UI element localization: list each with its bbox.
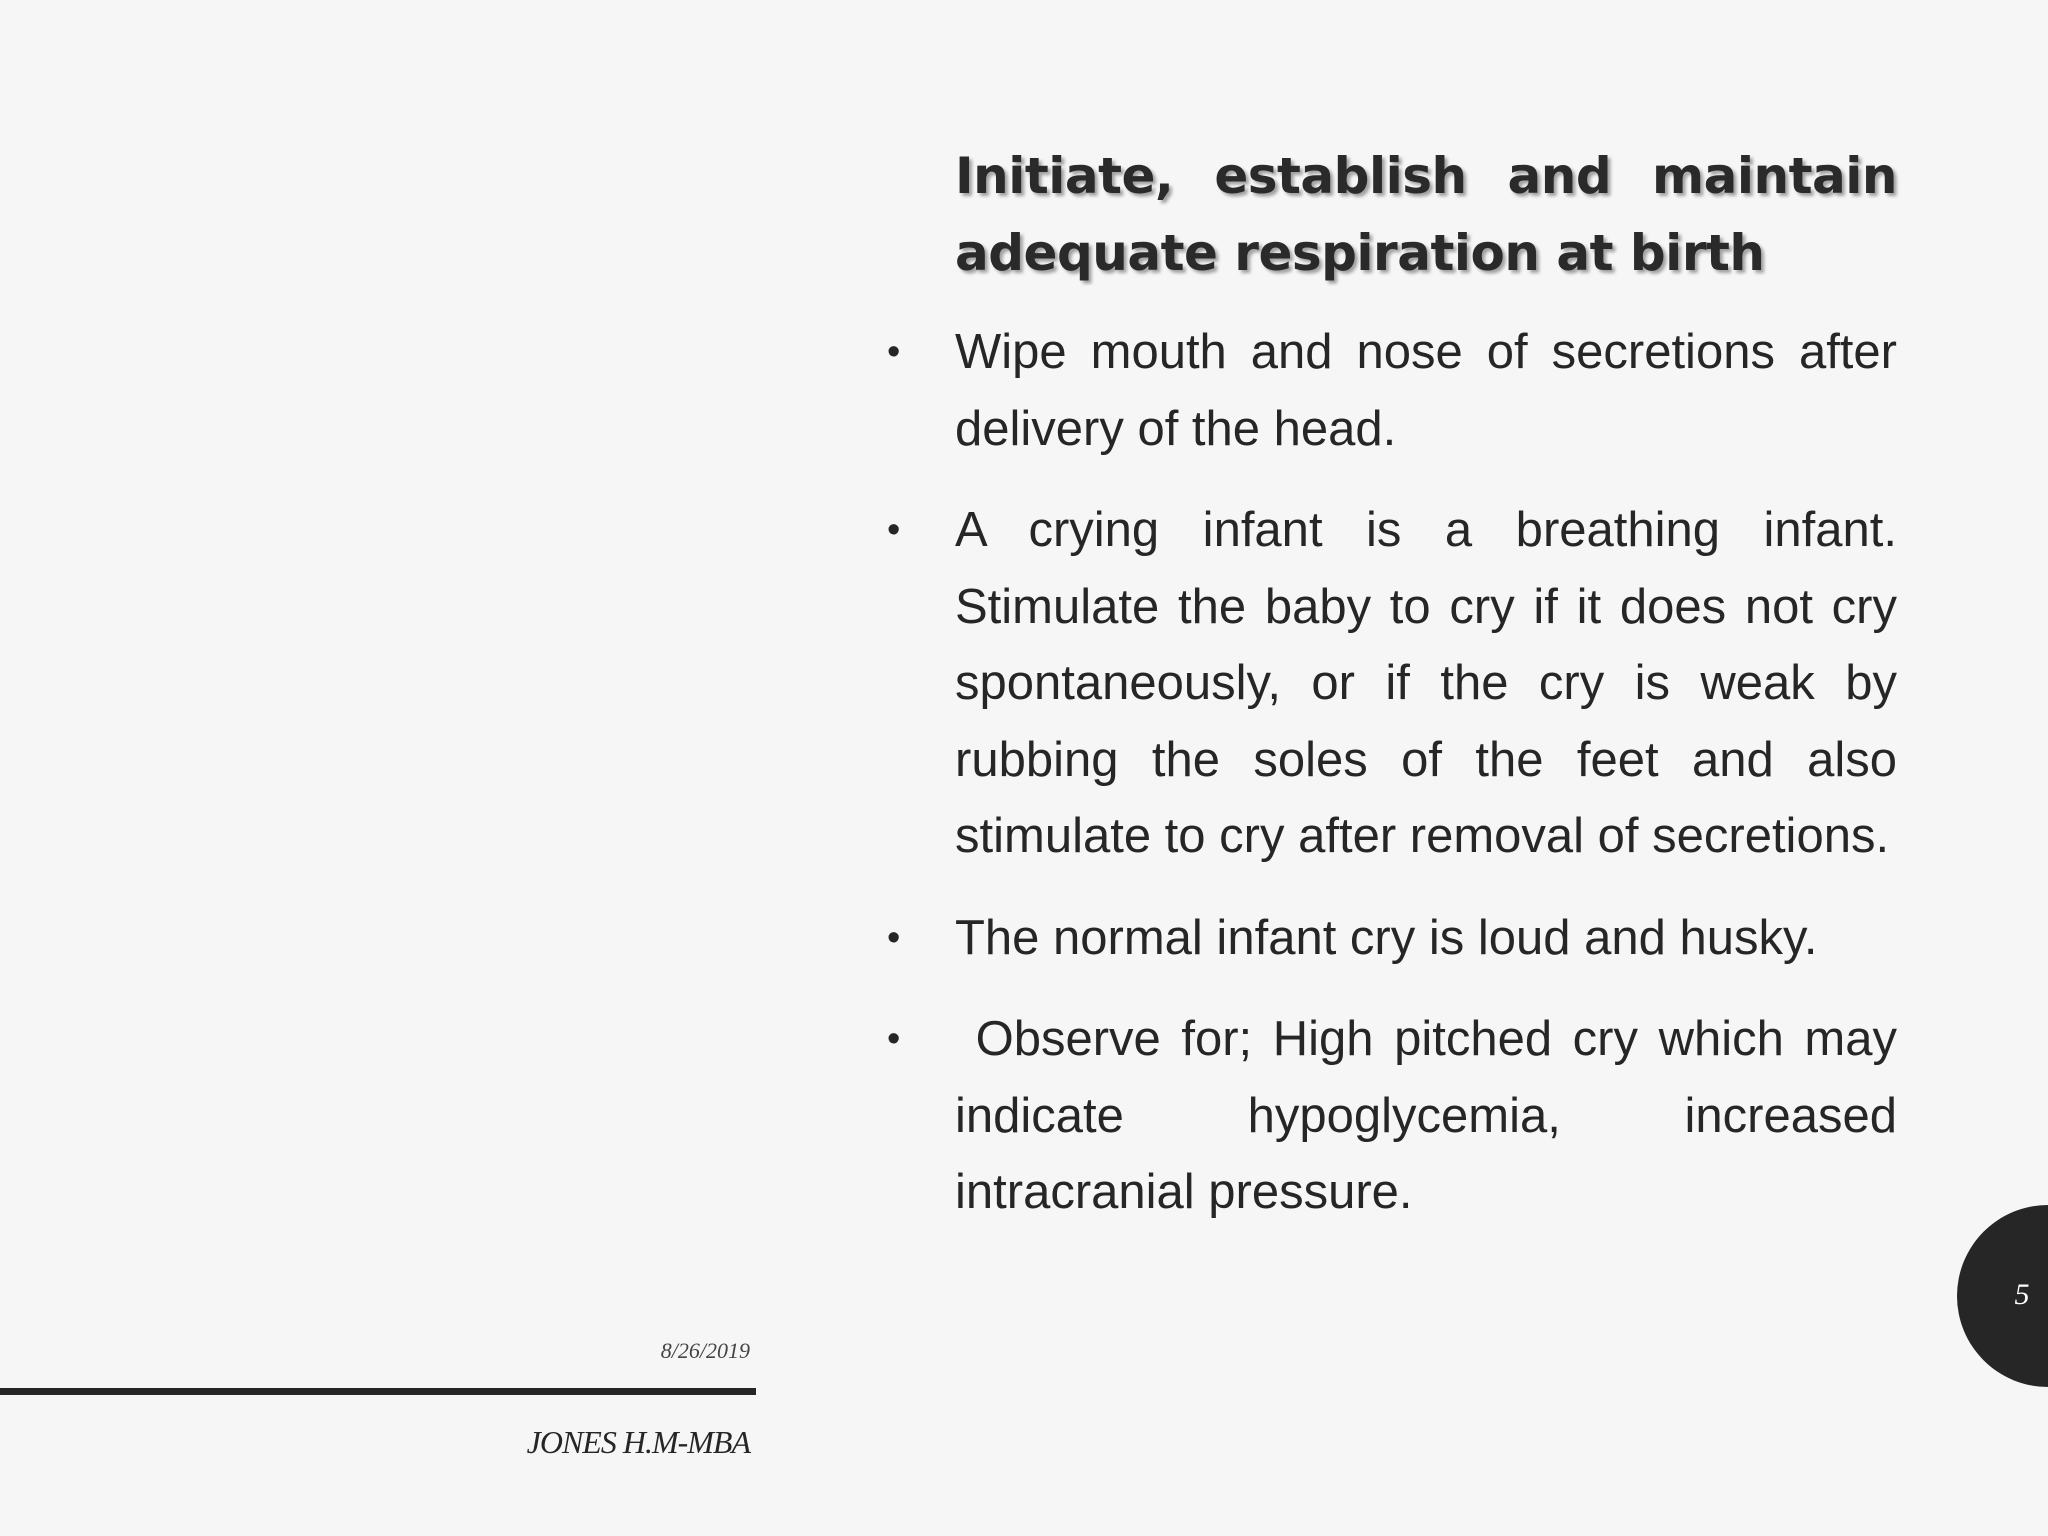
footer-divider [0,1388,756,1395]
bullet-item [887,492,1897,875]
bullet-marker: • [887,509,901,551]
footer-date: 8/26/2019 [660,1338,750,1363]
page-number: 5 [2014,1278,2030,1311]
footer-author: JONES H.M-MBA [526,1424,750,1460]
bullet-item [887,314,1897,467]
bullet-marker: • [887,916,901,959]
page-number-badge [1957,1205,2048,1387]
bullet-item [887,1001,1911,1231]
bullet-text: A crying infant is a breathing infant. Stimulate the baby to cry if it does not cry spontaneously, or if the cry is weak by rubbing the soles of the feet and also stimulate to cry after removal of secretions. [955,503,1897,863]
bullet-marker: • [887,1018,901,1060]
slide-heading: Initiate, establish and maintain adequate respiration at birth [955,147,1897,282]
bullet-text: Observe for; High pitched cry which may indicate hypoglycemia, increased intracranial pressure. [955,1012,1911,1219]
bullet-marker: • [887,331,901,373]
slide-content [887,138,1911,1256]
bullet-item [887,900,1897,977]
bullet-text: The normal infant cry is loud and husky. [955,910,1818,965]
bullet-list [887,314,1911,1231]
bullet-text: Wipe mouth and nose of secretions after delivery of the head. [955,325,1897,456]
